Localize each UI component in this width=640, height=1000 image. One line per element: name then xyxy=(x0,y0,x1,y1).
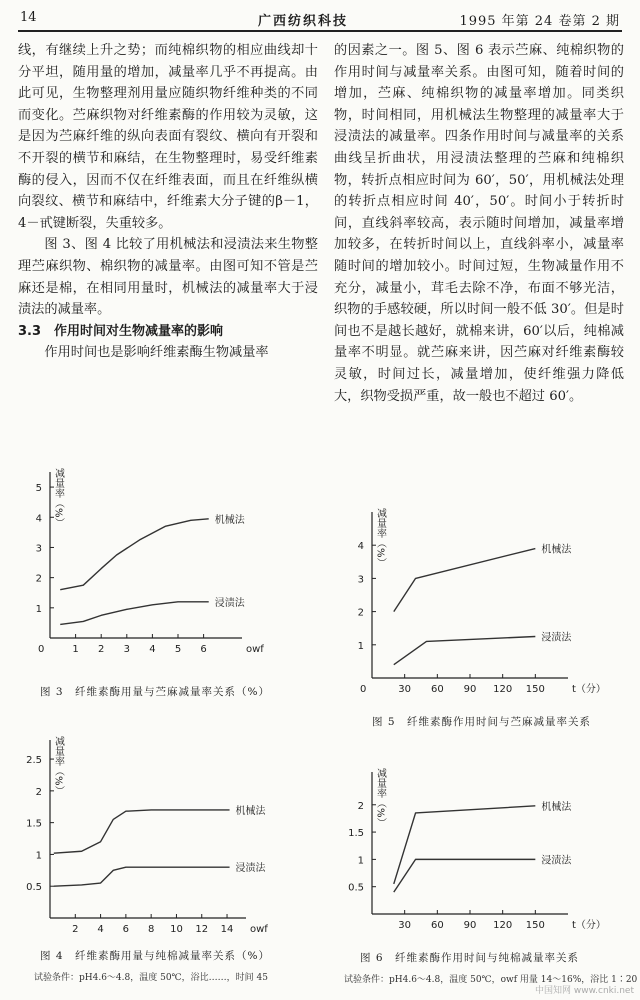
figure-6-chart xyxy=(330,754,630,944)
origin-label: 0 xyxy=(38,644,45,655)
x-tick-label: 150 xyxy=(525,684,545,695)
x-tick-label: 6 xyxy=(200,644,207,655)
x-axis-label: owf xyxy=(250,924,268,935)
watermark: 中国知网 www.cnki.net xyxy=(535,986,634,996)
x-tick-label: 90 xyxy=(463,920,477,931)
figure-4-chart xyxy=(10,722,310,944)
x-tick-label: 2 xyxy=(98,644,105,655)
y-tick-label: 1 xyxy=(35,603,42,615)
issue-info: 1995 年第 24 卷第 2 期 xyxy=(459,14,620,29)
series-line-mechanical xyxy=(394,549,536,612)
series-label: 浸渍法 xyxy=(214,597,245,609)
figure-3-chart xyxy=(10,452,310,672)
y-tick-label: 1.5 xyxy=(348,828,364,840)
y-axis-label: 减量率（%） xyxy=(52,468,64,528)
x-tick-label: 4 xyxy=(149,644,156,655)
right-paragraph-1: 的因素之一。图 5、图 6 表示苎麻、纯棉织物的作用时间与减量率关系。由图可知，随着时间的增加，苎麻、纯棉织物的减量率增加。同类织物，时间相同，用机械法生物整理的减量率大于浸渍法的减量率。四条作用时间与减量率的关系曲线呈折曲状，用浸渍法整理的苎麻和纯棉织物，转折点相应时间为 60′，50′，用机械法处理的转折点相应时间 40′，50′。时间小于转折时间，直线斜率较高，表示随时间增加，减量率增加较多，在转折时间以上，直线斜率小，减量率随时间的增加较小。时间过短，生物减量作用不充分，减量小，茸毛去除不净，布面不够光洁，织物的手感较硬，所以时间一般不低 30′。但是时间也不是越长越好，就棉来讲，60′以后，纯棉减量率不明显。就苎麻来讲，因苎麻对纤维素酶较灵敏，时间过长，减量增加，使纤维强力降低大，织物受损严重，故一般也不超过 60′。 xyxy=(334,43,624,404)
series-label: 浸渍法 xyxy=(235,863,266,875)
y-tick-label: 0.5 xyxy=(26,882,42,894)
page-header xyxy=(18,8,622,32)
figure-6-condition: 试验条件：pH4.6～4.8，温度 50℃，owf 用量 14～16%，浴比 1∶20 xyxy=(344,975,638,985)
y-tick-label: 3 xyxy=(35,543,42,555)
figure-3-caption: 图 3 纤维素酶用量与苎麻减量率关系（%） xyxy=(40,686,270,698)
y-axis-label: 减量率（%） xyxy=(52,736,64,796)
x-tick-label: 8 xyxy=(147,924,155,935)
x-axis-label: t（分） xyxy=(572,684,606,695)
x-tick-label: 2 xyxy=(72,924,79,935)
x-tick-label: 5 xyxy=(174,644,182,655)
y-tick-label: 3 xyxy=(357,574,364,586)
x-tick-label: 14 xyxy=(220,924,234,935)
y-tick-label: 2 xyxy=(357,800,364,812)
series-line-immersion xyxy=(394,637,536,665)
x-tick-label: 30 xyxy=(398,920,412,931)
figure-4-caption: 图 4 纤维素酶用量与纯棉减量率关系（%） xyxy=(40,950,270,962)
y-axis-label: 减量率（%） xyxy=(374,768,386,828)
x-tick-label: 10 xyxy=(170,924,183,935)
section-heading: 3.3 作用时间对生物减量率的影响 xyxy=(18,323,224,339)
x-tick-label: 90 xyxy=(463,684,477,695)
x-tick-label: 4 xyxy=(97,924,104,935)
journal-title: 广西纺织科技 xyxy=(258,14,349,29)
y-tick-label: 2 xyxy=(35,573,42,585)
x-tick-label: 6 xyxy=(122,924,130,935)
x-axis-label: owf xyxy=(246,644,264,655)
y-tick-label: 5 xyxy=(35,483,42,495)
series-line-mechanical xyxy=(60,519,208,590)
figure-5-chart xyxy=(330,488,630,706)
series-line-mechanical xyxy=(54,810,230,853)
figure-4-condition: 试验条件：pH4.6～4.8，温度 50℃，浴比……，时间 45 xyxy=(34,973,268,983)
y-axis-label: 减量率（%） xyxy=(374,508,386,568)
right-text-column xyxy=(334,40,624,407)
y-tick-label: 2 xyxy=(35,786,42,798)
figure-5-caption: 图 5 纤维素酶作用时间与苎麻减量率关系 xyxy=(372,716,592,728)
y-tick-label: 1 xyxy=(357,855,364,867)
x-tick-label: 120 xyxy=(493,684,513,695)
y-tick-label: 2 xyxy=(357,607,364,619)
y-tick-label: 2.5 xyxy=(26,755,42,767)
x-tick-label: 150 xyxy=(525,920,545,931)
left-paragraph-2: 图 3、图 4 比较了用机械法和浸渍法来生物整理苎麻织物、棉织物的减量率。由图可知不管是苎麻还是棉，在相同用量时，机械法的减量率大于浸渍法的减量率。 xyxy=(18,237,318,318)
x-tick-label: 1 xyxy=(72,644,79,655)
x-tick-label: 30 xyxy=(398,684,412,695)
series-label: 浸渍法 xyxy=(541,855,572,867)
x-tick-label: 120 xyxy=(493,920,513,931)
y-tick-label: 4 xyxy=(35,513,42,525)
series-label: 机械法 xyxy=(541,801,572,813)
origin-label: 0 xyxy=(360,684,367,695)
series-label: 机械法 xyxy=(541,544,572,556)
series-line-mechanical xyxy=(394,806,536,884)
series-label: 浸渍法 xyxy=(541,632,572,644)
x-tick-label: 60 xyxy=(430,684,444,695)
x-axis-label: t（分） xyxy=(572,920,606,931)
series-line-immersion xyxy=(54,867,230,886)
series-line-immersion xyxy=(394,859,536,892)
left-paragraph-1: 线，有继续上升之势；而纯棉织物的相应曲线却十分平坦，随用量的增加，减量率几乎不再提高。由此可见，生物整理剂用量应随织物纤维种类的不同而变化。苎麻织物对纤维素酶的作用较为灵敏，这是因为苎麻纤维的纵向表面有裂纹、横向有开裂和不开裂的横节和麻结，在生物整理时，易受纤维素酶的侵入，因而不仅在纤维表面，而且在纤维纵横向裂纹、横节和麻结中，纤维素大分子键的β－1，4－甙键断裂，失重较多。 xyxy=(18,43,318,231)
x-tick-label: 12 xyxy=(195,924,209,935)
series-line-immersion xyxy=(60,602,208,625)
left-text-column xyxy=(18,40,318,364)
series-label: 机械法 xyxy=(235,805,266,817)
y-tick-label: 1.5 xyxy=(26,818,42,830)
y-tick-label: 4 xyxy=(357,541,364,553)
series-label: 机械法 xyxy=(214,514,245,526)
figure-6-caption: 图 6 纤维素酶作用时间与纯棉减量率关系 xyxy=(360,952,580,964)
x-tick-label: 3 xyxy=(123,644,130,655)
left-paragraph-3: 作用时间也是影响纤维素酶生物减量率 xyxy=(44,345,269,361)
y-tick-label: 0.5 xyxy=(348,882,364,894)
x-tick-label: 60 xyxy=(430,920,444,931)
page-number: 14 xyxy=(20,10,37,25)
y-tick-label: 1 xyxy=(35,850,42,862)
y-tick-label: 1 xyxy=(357,640,364,652)
